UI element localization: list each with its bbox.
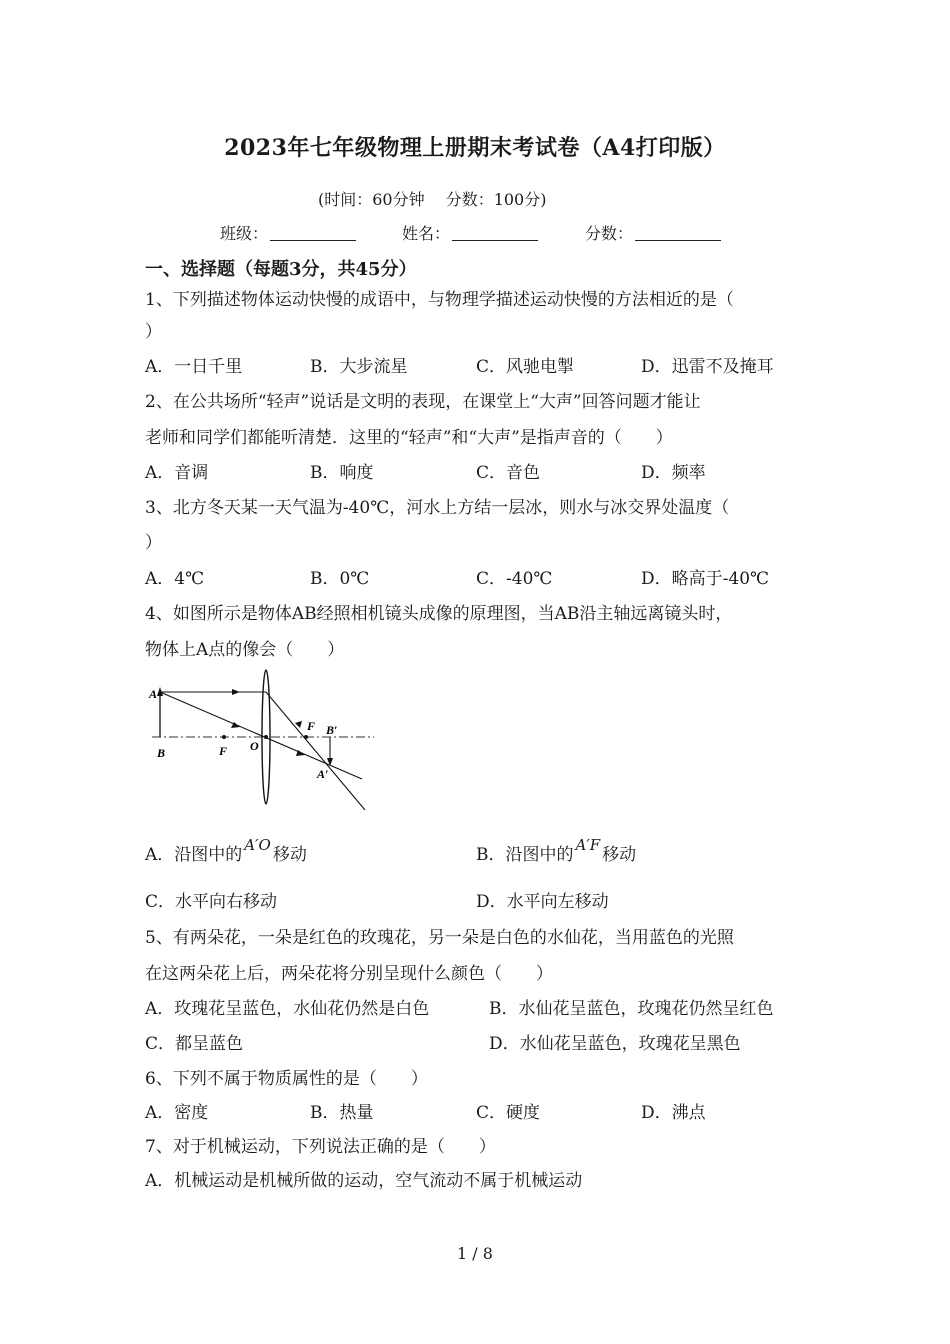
time-score-line: (时间：60分钟 分数：100分)	[318, 190, 547, 209]
q4-option-d[interactable]: D．水平向左移动	[476, 892, 609, 912]
page-title: 2023年七年级物理上册期末考试卷（A4打印版）	[224, 135, 726, 161]
name-field	[402, 221, 538, 244]
q5-stem-line2: 在这两朵花上后，两朵花将分别呈现什么颜色（ ）	[145, 964, 553, 984]
q4-option-a-prefix: A．沿图中的	[145, 845, 243, 865]
q7-stem-line1: 7、对于机械运动，下列说法正确的是（ ）	[145, 1137, 496, 1157]
q5-stem-line1: 5、有两朵花，一朵是红色的玫瑰花，另一朵是白色的水仙花，当用蓝色的光照	[145, 928, 734, 948]
score-blank[interactable]	[635, 224, 721, 241]
class-blank[interactable]	[270, 224, 356, 241]
name-label: 姓名：	[402, 224, 451, 243]
refracted-ray	[266, 692, 365, 810]
q3-option-b[interactable]: B．0℃	[310, 569, 370, 589]
q5-option-d[interactable]: D．水仙花呈蓝色，玫瑰花呈黑色	[489, 1034, 741, 1054]
q6-option-a[interactable]: A．密度	[145, 1103, 209, 1123]
q3-option-a[interactable]: A．4℃	[145, 569, 205, 589]
q3-option-d[interactable]: D．略高于-40℃	[641, 569, 770, 589]
q2-option-b[interactable]: B．响度	[310, 463, 374, 483]
q1-stem-line1: 1、下列描述物体运动快慢的成语中，与物理学描述运动快慢的方法相近的是（	[145, 290, 734, 310]
q4-option-a[interactable]	[145, 836, 307, 865]
q4-option-a-symbol: A′O	[244, 836, 271, 854]
name-blank[interactable]	[452, 224, 538, 241]
q1-option-c[interactable]: C．风驰电掣	[476, 357, 575, 377]
camera-lens-ray-diagram	[140, 668, 380, 810]
q6-stem-line1: 6、下列不属于物质属性的是（ ）	[145, 1069, 428, 1089]
q2-option-c[interactable]: C．音色	[476, 463, 541, 483]
ray-arrow-2	[295, 721, 302, 728]
class-field	[220, 221, 356, 244]
q5-option-b[interactable]: B．水仙花呈蓝色，玫瑰花仍然呈红色	[489, 999, 774, 1019]
q3-stem-line2: ）	[145, 533, 162, 553]
section-heading: 一、选择题（每题3分，共45分）	[145, 259, 417, 280]
q4-option-b-suffix: 移动	[602, 845, 637, 865]
q4-stem-line2: 物体上A点的像会（ ）	[145, 640, 345, 660]
q2-stem-line1: 2、在公共场所“轻声”说话是文明的表现，在课堂上“大声”回答问题才能让	[145, 392, 701, 412]
q2-option-a[interactable]: A．音调	[145, 463, 209, 483]
q2-stem-line2: 老师和同学们都能听清楚．这里的“轻声”和“大声”是指声音的（ ）	[145, 428, 673, 448]
q5-option-c[interactable]: C．都呈蓝色	[145, 1034, 244, 1054]
q5-option-a[interactable]: A．玫瑰花呈蓝色，水仙花仍然是白色	[145, 999, 430, 1019]
optical-center	[264, 735, 268, 739]
score-label: 分数：	[585, 224, 634, 243]
q1-option-d[interactable]: D．迅雷不及掩耳	[641, 357, 774, 377]
label-f-right: F	[307, 719, 316, 733]
q3-stem-line1: 3、北方冬天某一天气温为-40℃，河水上方结一层冰，则水与冰交界处温度（	[145, 498, 730, 518]
q1-option-a[interactable]: A．一日千里	[145, 357, 243, 377]
label-b-prime: B′	[326, 723, 338, 737]
q4-option-a-suffix: 移动	[272, 845, 307, 865]
label-a-prime: A′	[317, 767, 329, 781]
label-o: O	[250, 739, 259, 753]
score-field	[585, 221, 721, 244]
q3-option-c[interactable]: C．-40℃	[476, 569, 553, 589]
focus-point-left	[222, 735, 226, 739]
ray-arrow-1	[232, 689, 240, 695]
q4-option-b[interactable]	[476, 836, 637, 865]
label-b: B	[157, 746, 166, 760]
q1-option-b[interactable]: B．大步流星	[310, 357, 408, 377]
page-number: 1 / 8	[457, 1244, 493, 1263]
q4-option-b-symbol: A′F	[575, 836, 601, 854]
focus-point-right	[304, 735, 308, 739]
label-a: A	[149, 687, 158, 701]
q6-option-c[interactable]: C．硬度	[476, 1103, 541, 1123]
q6-option-b[interactable]: B．热量	[310, 1103, 374, 1123]
q2-option-d[interactable]: D．频率	[641, 463, 706, 483]
class-label: 班级：	[220, 224, 269, 243]
q7-option-a[interactable]: A．机械运动是机械所做的运动，空气流动不属于机械运动	[145, 1171, 583, 1191]
label-f-left: F	[219, 744, 228, 758]
q6-option-d[interactable]: D．沸点	[641, 1103, 706, 1123]
q4-option-c[interactable]: C．水平向右移动	[145, 892, 278, 912]
q4-option-b-prefix: B．沿图中的	[476, 845, 574, 865]
q1-stem-line2: ）	[145, 322, 162, 342]
q4-stem-line1: 4、如图所示是物体AB经照相机镜头成像的原理图，当AB沿主轴远离镜头时，	[145, 604, 733, 624]
